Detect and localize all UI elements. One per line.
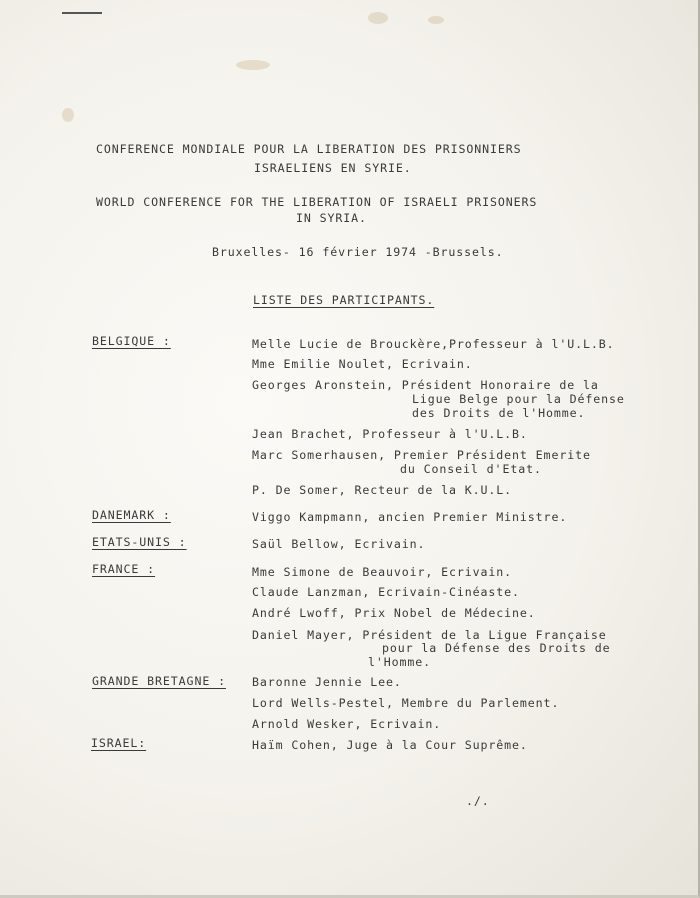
title-fr-line1: CONFERENCE MONDIALE POUR LA LIBERATION DES PRISONNIERS xyxy=(96,142,522,156)
participant-entry-cont: du Conseil d'Etat. xyxy=(400,462,542,476)
top-mark xyxy=(62,12,102,14)
participant-entry: Mme Simone de Beauvoir, Ecrivain. xyxy=(252,565,513,579)
participant-entry: Saül Bellow, Ecrivain. xyxy=(252,537,426,551)
continuation-mark: ./. xyxy=(466,794,490,808)
title-en-line2: IN SYRIA. xyxy=(296,211,367,225)
participant-entry: Lord Wells-Pestel, Membre du Parlement. xyxy=(252,696,560,710)
participant-entry: Georges Aronstein, Président Honoraire de la xyxy=(252,378,599,392)
country-israel: ISRAEL: xyxy=(91,736,147,750)
paper-stain xyxy=(236,60,270,70)
title-fr-line2: ISRAELIENS EN SYRIE. xyxy=(254,161,412,175)
participant-entry: Haïm Cohen, Juge à la Cour Suprême. xyxy=(252,738,528,752)
participant-entry-cont: des Droits de l'Homme. xyxy=(412,406,586,420)
participant-entry: Mme Emilie Noulet, Ecrivain. xyxy=(252,357,473,371)
participant-entry-cont: pour la Défense des Droits de xyxy=(382,641,611,655)
participant-entry: Arnold Wesker, Ecrivain. xyxy=(252,717,442,731)
participant-entry: P. De Somer, Recteur de la K.U.L. xyxy=(252,483,513,497)
country-etats-unis: ETATS-UNIS : xyxy=(92,535,187,549)
paper-stain xyxy=(368,12,388,24)
participant-entry: Jean Brachet, Professeur à l'U.L.B. xyxy=(252,427,528,441)
participant-entry: Melle Lucie de Brouckère,Professeur à l'U.L.B. xyxy=(252,337,615,351)
participant-entry: Baronne Jennie Lee. xyxy=(252,675,402,689)
paper-stain xyxy=(62,108,74,122)
participant-entry: Claude Lanzman, Ecrivain-Cinéaste. xyxy=(252,585,520,599)
country-france: FRANCE : xyxy=(92,562,156,576)
participant-entry-cont: Ligue Belge pour la Défense xyxy=(412,392,625,406)
country-grande-bretagne: GRANDE BRETAGNE : xyxy=(92,674,226,688)
participant-entry: Marc Somerhausen, Premier Président Emerite xyxy=(252,448,591,462)
participant-entry: Viggo Kampmann, ancien Premier Ministre. xyxy=(252,510,568,524)
title-en-line1: WORLD CONFERENCE FOR THE LIBERATION OF ISRAELI PRISONERS xyxy=(96,195,538,209)
date-line: Bruxelles- 16 février 1974 -Brussels. xyxy=(212,245,504,259)
participant-entry-cont: l'Homme. xyxy=(368,655,432,669)
list-title: LISTE DES PARTICIPANTS. xyxy=(253,293,435,307)
participant-entry: André Lwoff, Prix Nobel de Médecine. xyxy=(252,606,536,620)
participant-entry: Daniel Mayer, Président de la Ligue Française xyxy=(252,628,607,642)
paper-stain xyxy=(428,16,444,24)
country-danemark: DANEMARK : xyxy=(92,508,171,522)
country-belgique: BELGIQUE : xyxy=(92,334,171,348)
